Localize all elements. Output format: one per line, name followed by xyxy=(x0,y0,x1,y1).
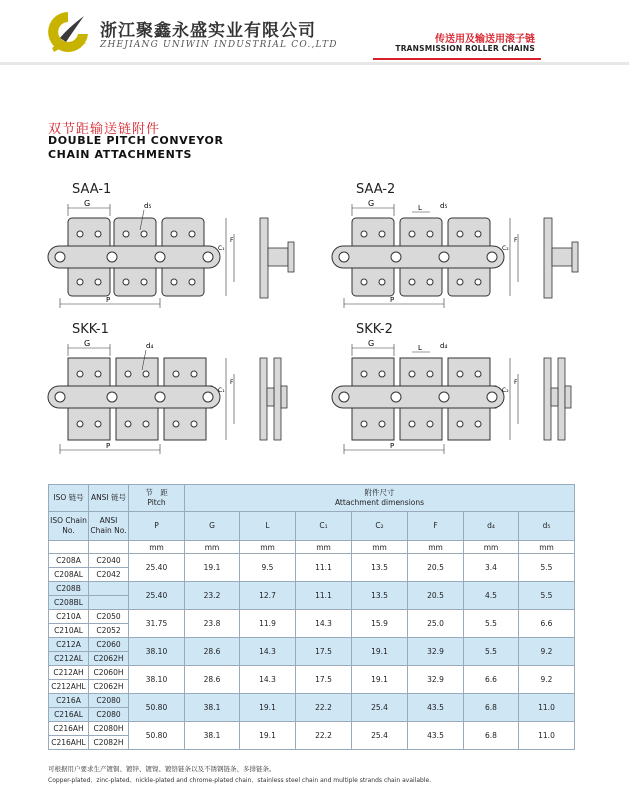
dimension-cell: 25.0 xyxy=(408,610,464,638)
page-header xyxy=(0,0,629,72)
table-row xyxy=(49,610,575,624)
label-d: d₅ xyxy=(440,202,448,210)
dimension-cell: 31.75 xyxy=(129,610,185,638)
dimension-cell: 19.1 xyxy=(185,554,240,582)
dimension-cell: 13.5 xyxy=(352,554,408,582)
ansi-chain-no: C2082H xyxy=(89,736,129,750)
section-title-cn: 双节距输送链附件 xyxy=(48,122,161,137)
ansi-chain-no: C2062H xyxy=(89,652,129,666)
diagram-skk2 xyxy=(324,336,586,460)
label-c2: C₂ xyxy=(502,387,509,394)
dimension-cell: 14.3 xyxy=(240,638,296,666)
diagram-title-saa1: SAA-1 xyxy=(72,182,112,197)
ansi-chain-no: C2062H xyxy=(89,680,129,694)
dimension-cell: 38.1 xyxy=(185,694,240,722)
col-header: C₁ xyxy=(296,512,352,541)
dimension-cell: 22.2 xyxy=(296,722,352,750)
col-header: P xyxy=(129,512,185,541)
company-logo-icon xyxy=(44,8,92,56)
label-l: L xyxy=(418,344,422,352)
label-d: d₄ xyxy=(440,342,448,350)
diagram-title-skk1: SKK-1 xyxy=(72,322,109,337)
label-p: P xyxy=(390,296,395,304)
col-header: L xyxy=(240,512,296,541)
iso-chain-no: C216AL xyxy=(49,708,89,722)
header-accent-line xyxy=(373,58,541,60)
dimension-cell: 17.5 xyxy=(296,638,352,666)
ansi-chain-no: C2060 xyxy=(89,638,129,652)
ansi-chain-no: C2080 xyxy=(89,708,129,722)
ansi-chain-no: C2050 xyxy=(89,610,129,624)
note-cn: 可根据用户要求生产镀铜、镀锌、镀镍、镀铬链条以及不锈钢链条、多排链条。 xyxy=(48,765,276,773)
dimension-cell: 38.10 xyxy=(129,638,185,666)
dimension-cell: 13.5 xyxy=(352,582,408,610)
dimension-cell: 32.9 xyxy=(408,666,464,694)
iso-chain-no: C208A xyxy=(49,554,89,568)
ansi-chain-no xyxy=(89,596,129,610)
table-row xyxy=(49,666,575,680)
dimension-cell: 19.1 xyxy=(352,666,408,694)
dimension-cell: 25.4 xyxy=(352,694,408,722)
dimension-cell: 25.40 xyxy=(129,554,185,582)
header-ansi-en: ANSI Chain No. xyxy=(89,512,129,541)
header-iso-cn: ISO 链号 xyxy=(49,485,89,512)
label-f: F xyxy=(230,379,234,386)
label-d: d₅ xyxy=(144,202,152,210)
ansi-chain-no: C2060H xyxy=(89,666,129,680)
table-row xyxy=(49,694,575,708)
ansi-chain-no xyxy=(89,582,129,596)
dimension-cell: 32.9 xyxy=(408,638,464,666)
table-row xyxy=(49,582,575,596)
dimension-cell: 25.40 xyxy=(129,582,185,610)
dimension-cell: 9.5 xyxy=(240,554,296,582)
label-f: F xyxy=(230,237,234,244)
label-c1: C₁ xyxy=(218,387,225,394)
col-header: C₂ xyxy=(352,512,408,541)
category-title-cn: 传送用及输送用滚子链 xyxy=(435,34,535,45)
iso-chain-no: C208BL xyxy=(49,596,89,610)
dimension-cell: 19.1 xyxy=(352,638,408,666)
dimension-cell: 38.1 xyxy=(185,722,240,750)
dimension-cell: 6.6 xyxy=(464,666,519,694)
dimension-cell: 11.1 xyxy=(296,554,352,582)
label-c2: C₂ xyxy=(502,245,509,252)
iso-chain-no: C216AHL xyxy=(49,736,89,750)
ansi-chain-no: C2052 xyxy=(89,624,129,638)
ansi-chain-no: C2080H xyxy=(89,722,129,736)
table-row xyxy=(49,638,575,652)
dimension-cell: 28.6 xyxy=(185,638,240,666)
label-g: G xyxy=(84,339,91,348)
col-header: G xyxy=(185,512,240,541)
dimension-cell: 20.5 xyxy=(408,554,464,582)
spec-table xyxy=(48,484,575,750)
header-ansi-cn: ANSI 链号 xyxy=(89,485,129,512)
dimension-cell: 6.6 xyxy=(519,610,575,638)
iso-chain-no: C216A xyxy=(49,694,89,708)
col-header: d₅ xyxy=(519,512,575,541)
col-header: F xyxy=(408,512,464,541)
dimension-cell: 50.80 xyxy=(129,694,185,722)
dimension-cell: 23.8 xyxy=(185,610,240,638)
dimension-cell: 4.5 xyxy=(464,582,519,610)
diagram-title-skk2: SKK-2 xyxy=(356,322,393,337)
label-p: P xyxy=(390,442,395,450)
label-g: G xyxy=(84,199,91,208)
dimension-cell: 5.5 xyxy=(519,582,575,610)
dimension-cell: 28.6 xyxy=(185,666,240,694)
ansi-chain-no: C2040 xyxy=(89,554,129,568)
iso-chain-no: C208AL xyxy=(49,568,89,582)
iso-chain-no: C210AL xyxy=(49,624,89,638)
dimension-cell: 22.2 xyxy=(296,694,352,722)
col-header: d₄ xyxy=(464,512,519,541)
dimension-cell: 11.1 xyxy=(296,582,352,610)
dimension-cell: 38.10 xyxy=(129,666,185,694)
label-g: G xyxy=(368,339,375,348)
dimension-cell: 20.5 xyxy=(408,582,464,610)
company-name-cn: 浙江聚鑫永盛实业有限公司 xyxy=(100,21,316,41)
label-c1: C₁ xyxy=(218,245,225,252)
diagram-skk1 xyxy=(40,336,300,460)
dimension-cell: 14.3 xyxy=(240,666,296,694)
iso-chain-no: C208B xyxy=(49,582,89,596)
header-divider xyxy=(0,62,629,65)
dimension-cell: 23.2 xyxy=(185,582,240,610)
dimension-cell: 5.5 xyxy=(464,610,519,638)
dimension-cell: 11.9 xyxy=(240,610,296,638)
label-g: G xyxy=(368,199,375,208)
dimension-cell: 12.7 xyxy=(240,582,296,610)
category-title-en: TRANSMISSION ROLLER CHAINS xyxy=(395,44,535,53)
dimension-cell: 6.8 xyxy=(464,722,519,750)
unit-row: mm mm mm mm mm mm mm mm xyxy=(49,541,575,554)
label-l: L xyxy=(418,204,422,212)
label-d: d₄ xyxy=(146,342,154,350)
ansi-chain-no: C2080 xyxy=(89,694,129,708)
section-title-en-line2: CHAIN ATTACHMENTS xyxy=(48,148,193,161)
dimension-cell: 6.8 xyxy=(464,694,519,722)
dimension-cell: 15.9 xyxy=(352,610,408,638)
section-title-en-line1: DOUBLE PITCH CONVEYOR xyxy=(48,134,224,147)
dimension-cell: 19.1 xyxy=(240,694,296,722)
ansi-chain-no: C2042 xyxy=(89,568,129,582)
table-row xyxy=(49,722,575,736)
dimension-cell: 5.5 xyxy=(519,554,575,582)
label-p: P xyxy=(106,442,111,450)
company-name-en: ZHEJIANG UNIWIN INDUSTRIAL CO.,LTD xyxy=(100,40,338,50)
iso-chain-no: C210A xyxy=(49,610,89,624)
dimension-cell: 43.5 xyxy=(408,694,464,722)
dimension-cell: 17.5 xyxy=(296,666,352,694)
dimension-cell: 3.4 xyxy=(464,554,519,582)
note-en: Copper-plated、zinc-plated、nickle-plated and chrome-plated chain、stainless steel chain and multiple strands chain available. xyxy=(48,777,432,784)
label-f: F xyxy=(514,379,518,386)
iso-chain-no: C216AH xyxy=(49,722,89,736)
dimension-cell: 11.0 xyxy=(519,694,575,722)
dimension-cell: 14.3 xyxy=(296,610,352,638)
dimension-cell: 25.4 xyxy=(352,722,408,750)
dimension-cell: 50.80 xyxy=(129,722,185,750)
dimension-cell: 9.2 xyxy=(519,638,575,666)
header-pitch: 节 距 Pitch xyxy=(129,485,185,512)
diagram-title-saa2: SAA-2 xyxy=(356,182,396,197)
dimension-cell: 43.5 xyxy=(408,722,464,750)
iso-chain-no: C212AHL xyxy=(49,680,89,694)
table-row xyxy=(49,554,575,568)
diagram-saa2 xyxy=(324,196,586,314)
iso-chain-no: C212AL xyxy=(49,652,89,666)
label-f: F xyxy=(514,237,518,244)
diagram-saa1 xyxy=(40,196,300,314)
dimension-cell: 9.2 xyxy=(519,666,575,694)
header-attachment-dimensions: 附件尺寸 Attachment dimensions xyxy=(185,485,575,512)
dimension-cell: 11.0 xyxy=(519,722,575,750)
dimension-cell: 19.1 xyxy=(240,722,296,750)
iso-chain-no: C212A xyxy=(49,638,89,652)
header-iso-en: ISO Chain No. xyxy=(49,512,89,541)
iso-chain-no: C212AH xyxy=(49,666,89,680)
label-p: P xyxy=(106,296,111,304)
dimension-cell: 5.5 xyxy=(464,638,519,666)
